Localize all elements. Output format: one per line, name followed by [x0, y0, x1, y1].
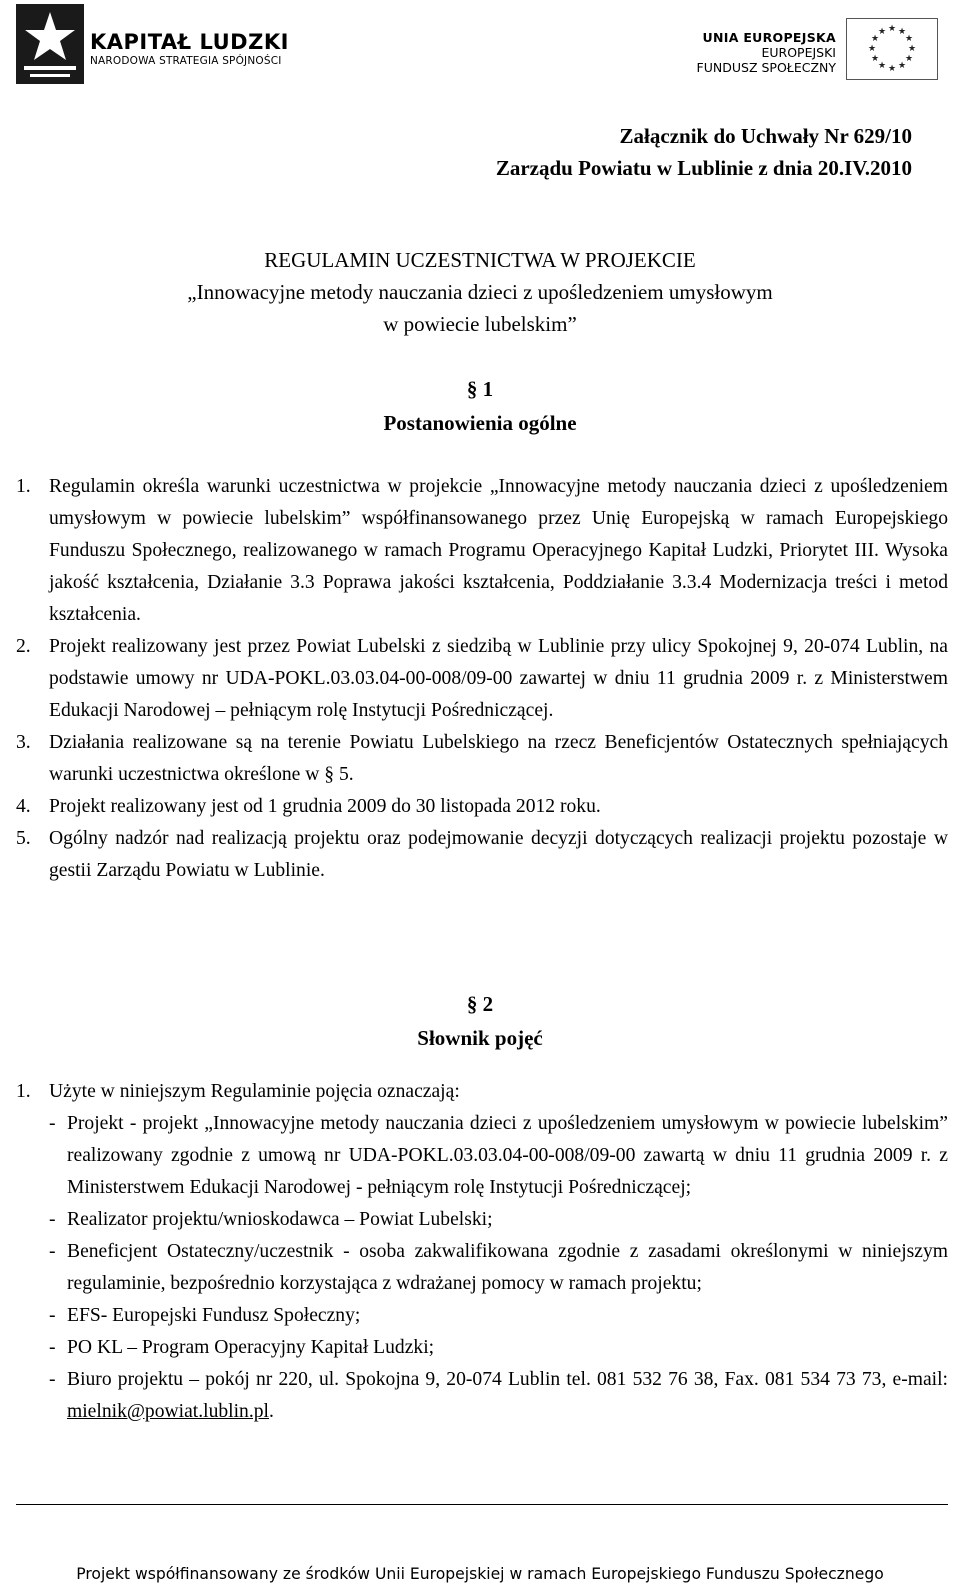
- svg-text:★: ★: [870, 54, 880, 64]
- kapital-ludzki-logo: [16, 4, 296, 86]
- office-details: Biuro projektu – pokój nr 220, ul. Spokojna 9, 20-074 Lublin tel. 081 532 76 38, Fax. 081 534 73 73, e-mail:: [67, 1369, 948, 1390]
- svg-text:★: ★: [877, 27, 887, 37]
- section2-body: [16, 1076, 948, 1428]
- ue-line1: UNIA EUROPEJSKA: [702, 30, 836, 45]
- definition-item: - PO KL – Program Operacyjny Kapitał Ludzki;: [49, 1337, 435, 1358]
- item-text: Projekt realizowany jest od 1 grudnia 2009 do 30 listopada 2012 roku.: [49, 796, 601, 817]
- footer-divider: [16, 1504, 948, 1505]
- ue-line3: FUNDUSZ SPOŁECZNY: [696, 60, 836, 75]
- annex-header: [496, 120, 912, 184]
- office-email-link[interactable]: mielnik@powiat.lublin.pl: [67, 1401, 269, 1422]
- kl-title: KAPITAŁ LUDZKI: [90, 30, 289, 54]
- list-item: 1. Regulamin określa warunki uczestnictwa w projekcie „Innowacyjne metody nauczania dzieci z upośledzeniem umysłowym w powiecie lubelskim” współfinansowanego przez Unię Europejską w ramach Europejskiego Funduszu Społecznego, realizowanego w ramach Programu Operacyjnego Kapitał Ludzki, Priorytet III. Wysoka jakość kształcenia, Działanie 3.3 Poprawa jakości kształcenia, Poddziałanie 3.3.4 Modernizacja treści i metod kształcenia.: [16, 476, 948, 625]
- definition-item-office: - Biuro projektu – pokój nr 220, ul. Spokojna 9, 20-074 Lublin tel. 081 532 76 38, Fax. 081 534 73 73, e-mail: mielnik@powiat.lublin.pl.: [49, 1369, 948, 1422]
- list-item: 3. Działania realizowane są na terenie Powiatu Lubelskiego na rzecz Beneficjentów Ostatecznych spełniających warunki uczestnictwa określone w § 5.: [16, 732, 948, 785]
- item-text: Projekt realizowany jest przez Powiat Lubelski z siedzibą w Lublinie przy ulicy Spokojnej 9, 20-074 Lublin, na podstawie umowy nr UDA-POKL.03.03.04-00-008/09-00 zawartej w dniu 11 grudnia 2009 r. z Ministerstwem Edukacji Narodowej – pełniącym rolę Instytucji Pośredniczącej.: [49, 636, 948, 721]
- section2-title: Słownik pojęć: [417, 1026, 543, 1050]
- annex-line1: Załącznik do Uchwały Nr 629/10: [619, 124, 912, 148]
- svg-text:★: ★: [870, 34, 880, 44]
- svg-text:★: ★: [877, 61, 887, 71]
- section2-number: § 2: [466, 992, 494, 1016]
- item-text: Regulamin określa warunki uczestnictwa w projekcie „Innowacyjne metody nauczania dzieci z upośledzeniem umysłowym w powiecie lubelskim” współfinansowanego przez Unię Europejską w ramach Europejskiego Funduszu Społecznego, realizowanego w ramach Programu Operacyjnego Kapitał Ludzki, Priorytet III. Wysoka jakość kształcenia, Działanie 3.3 Poprawa jakości kształcenia, Poddziałanie 3.3.4 Modernizacja treści i metod kształcenia.: [49, 476, 948, 625]
- svg-text:★: ★: [867, 44, 877, 54]
- title-line2: „Innowacyjne metody nauczania dzieci z upośledzeniem umysłowym: [187, 280, 773, 304]
- definition-item: - Beneficjent Ostateczny/uczestnik - osoba zakwalifikowana zgodnie z zasadami określonymi w niniejszym regulaminie, bezpośrednio korzystająca z wdrażanej pomocy w ramach projektu;: [49, 1241, 948, 1294]
- item-text: Działania realizowane są na terenie Powiatu Lubelskiego na rzecz Beneficjentów Ostatecznych spełniających warunki uczestnictwa określone w § 5.: [49, 732, 948, 785]
- kl-subtitle: NARODOWA STRATEGIA SPÓJNOŚCI: [90, 55, 282, 67]
- definition-item: - Realizator projektu/wnioskodawca – Powiat Lubelski;: [49, 1209, 493, 1230]
- ue-line2: EUROPEJSKI: [761, 45, 836, 60]
- footer-text: Projekt współfinansowany ze środków Unii Europejskiej w ramach Europejskiego Funduszu Społecznego: [76, 1565, 884, 1583]
- definitions-intro: Użyte w niniejszym Regulaminie pojęcia oznaczają:: [49, 1081, 460, 1102]
- definition-item: - Projekt - projekt „Innowacyjne metody nauczania dzieci z upośledzeniem umysłowym w powiecie lubelskim” realizowany zgodnie z umową nr UDA-POKL.03.03.04-00-008/09-00 zawartą w dniu 11 grudnia 2009 r. z Ministerstwem Edukacji Narodowej - pełniącym rolę Instytucji Pośredniczącej;: [49, 1113, 948, 1198]
- section1-heading: [0, 372, 960, 440]
- svg-text:★: ★: [887, 64, 897, 74]
- eu-flag-icon: [846, 18, 938, 80]
- section1-title: Postanowienia ogólne: [383, 411, 577, 435]
- item-text: Ogólny nadzór nad realizacją projektu oraz podejmowanie decyzji dotyczących realizacji projektu pozostaje w gestii Zarządu Powiatu w Lublinie.: [49, 828, 948, 881]
- section1-number: § 1: [466, 377, 494, 401]
- eu-efs-logo: [678, 14, 950, 84]
- list-item: 5. Ogólny nadzór nad realizacją projektu oraz podejmowanie decyzji dotyczących realizacji projektu pozostaje w gestii Zarządu Powiatu w Lublinie.: [16, 828, 948, 881]
- list-item: 1. Użyte w niniejszym Regulaminie pojęcia oznaczają:: [16, 1081, 460, 1102]
- title-line3: w powiecie lubelskim”: [383, 312, 577, 336]
- list-item: 2. Projekt realizowany jest przez Powiat Lubelski z siedzibą w Lublinie przy ulicy Spokojnej 9, 20-074 Lublin, na podstawie umowy nr UDA-POKL.03.03.04-00-008/09-00 zawartej w dniu 11 grudnia 2009 r. z Ministerstwem Edukacji Narodowej – pełniącym rolę Instytucji Pośredniczącej.: [16, 636, 948, 721]
- svg-text:★: ★: [904, 34, 914, 44]
- annex-line2: Zarządu Powiatu w Lublinie z dnia 20.IV.2010: [495, 156, 912, 180]
- svg-text:★: ★: [907, 44, 917, 54]
- section2-heading: [0, 987, 960, 1055]
- section1-body: [16, 471, 948, 887]
- svg-text:★: ★: [897, 61, 907, 71]
- svg-text:★: ★: [887, 24, 897, 34]
- svg-text:★: ★: [904, 54, 914, 64]
- definition-item: - EFS- Europejski Fundusz Społeczny;: [49, 1305, 361, 1326]
- svg-text:★: ★: [897, 27, 907, 37]
- document-title: [0, 244, 960, 340]
- title-line1: REGULAMIN UCZESTNICTWA W PROJEKCIE: [264, 248, 696, 272]
- kapital-ludzki-emblem-icon: [16, 4, 86, 84]
- list-item: 4. Projekt realizowany jest od 1 grudnia 2009 do 30 listopada 2012 roku.: [16, 796, 601, 817]
